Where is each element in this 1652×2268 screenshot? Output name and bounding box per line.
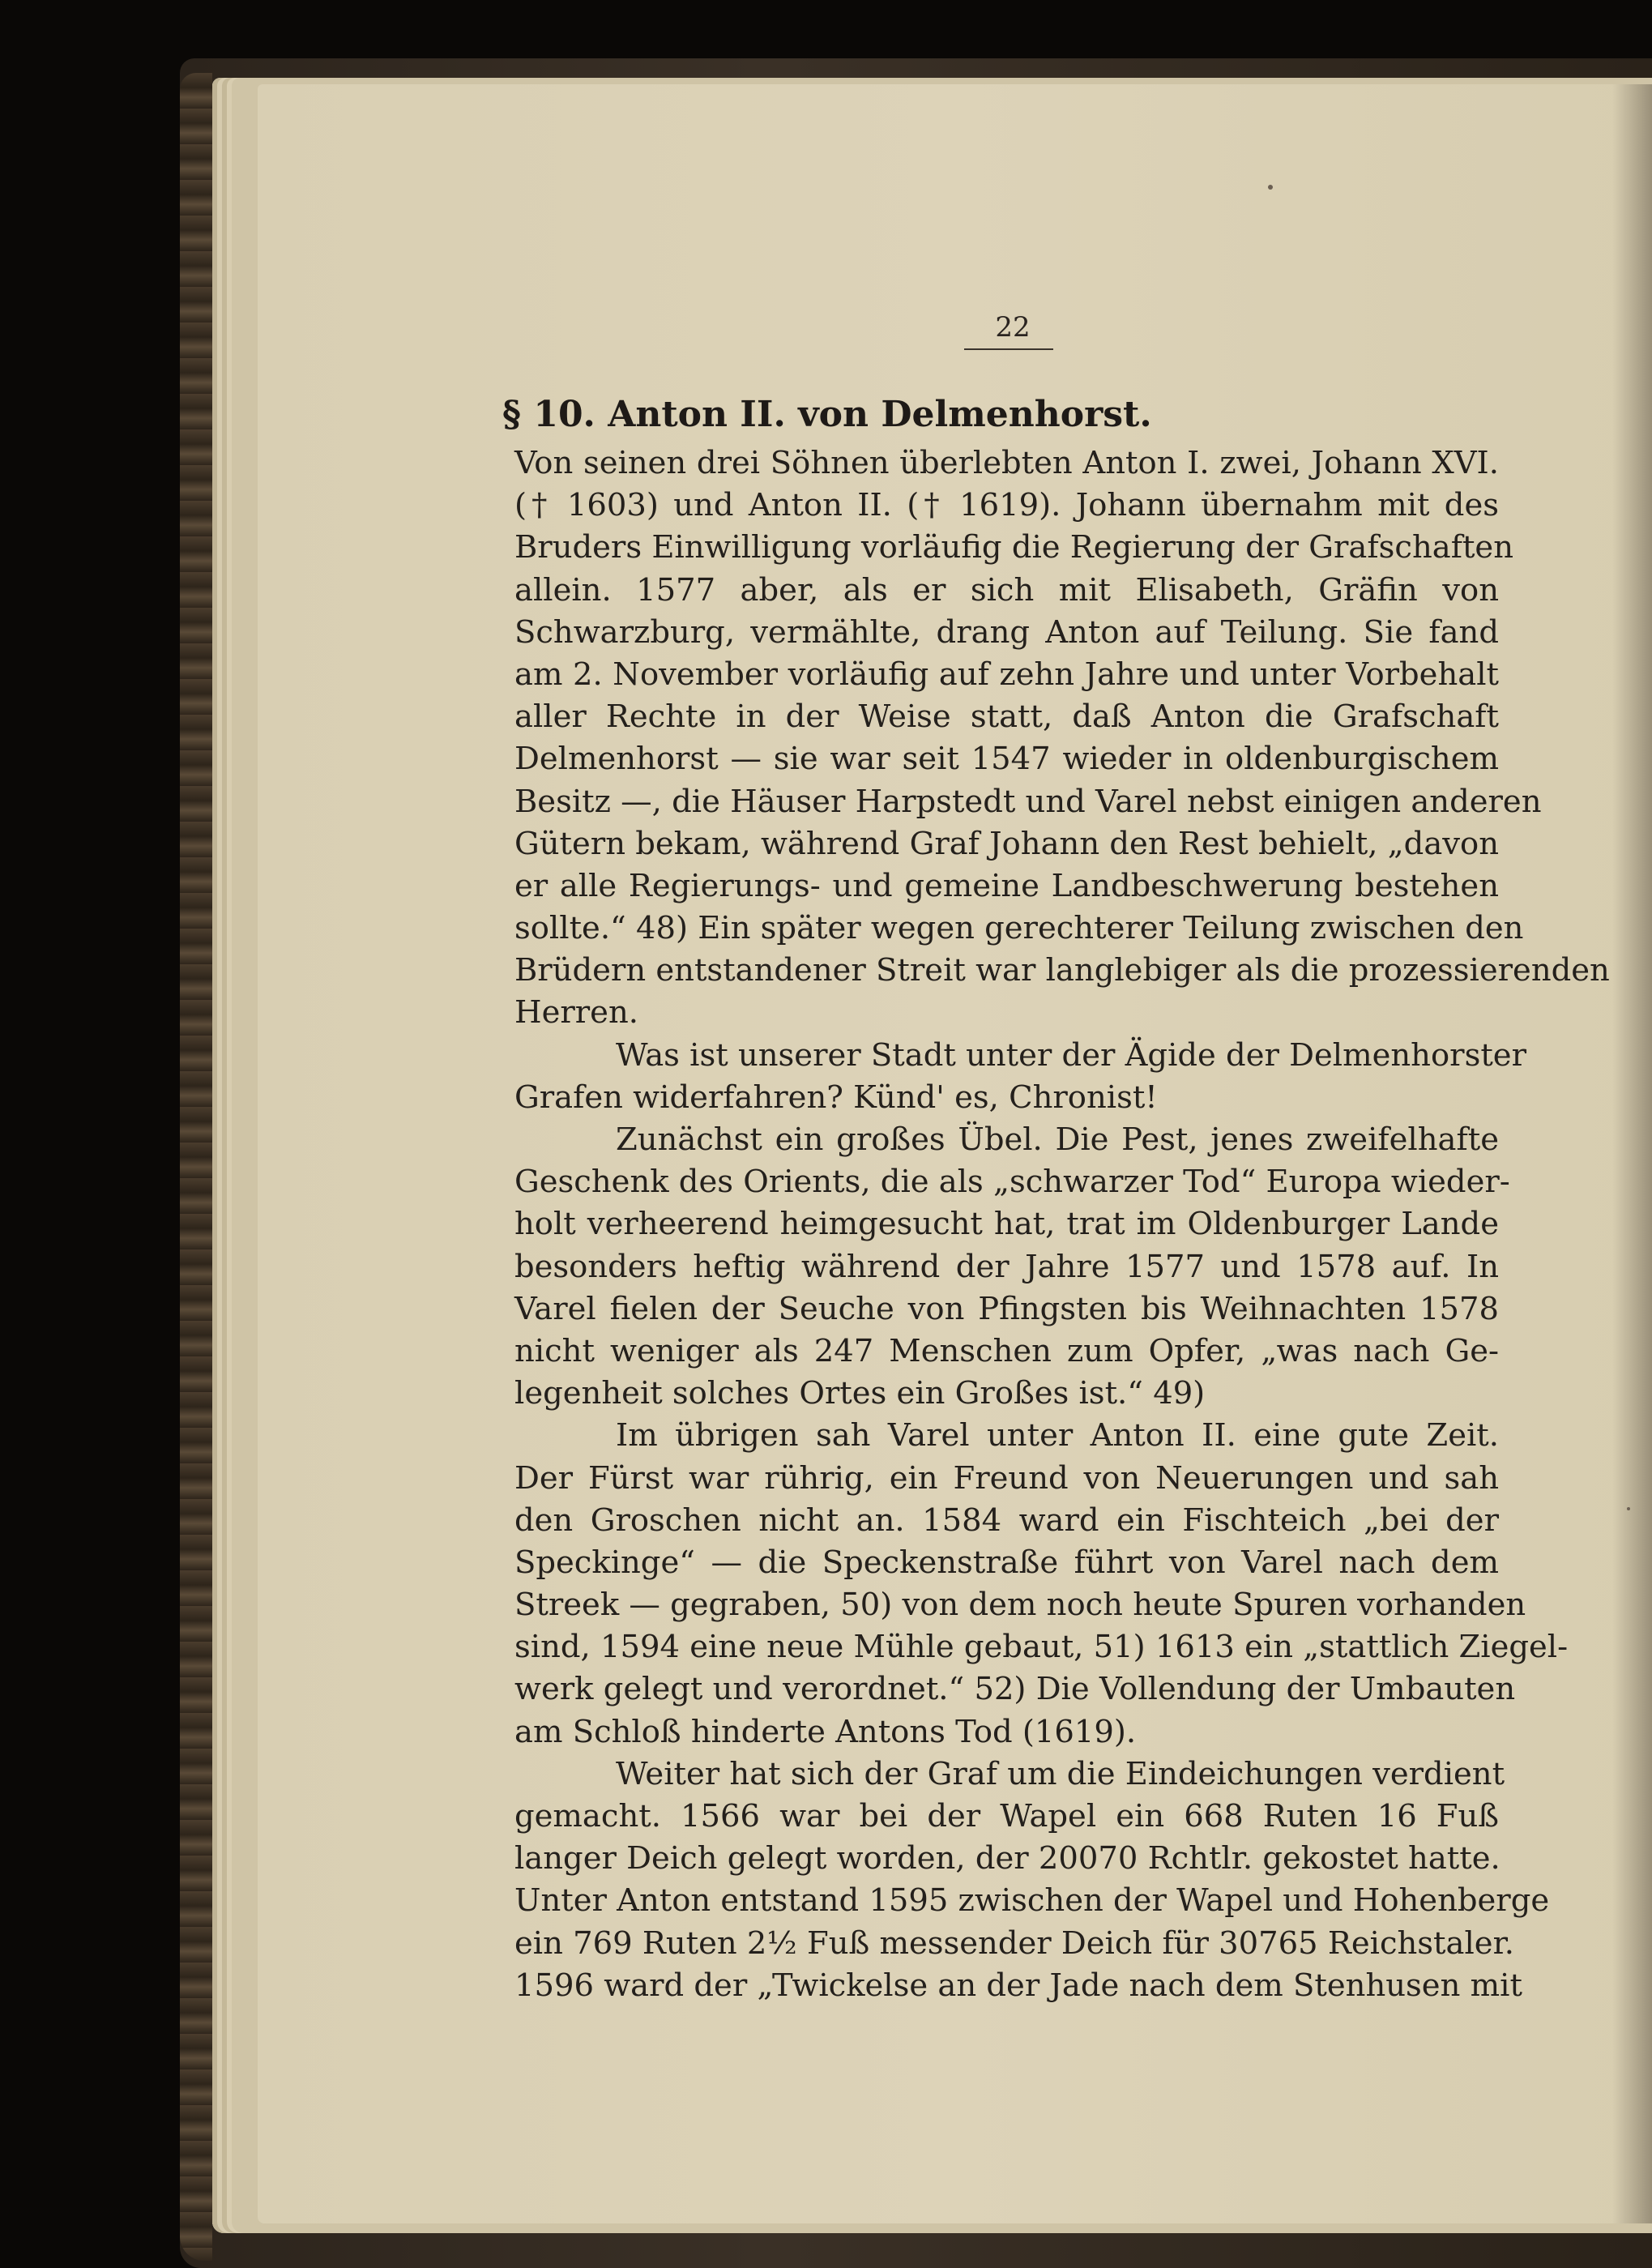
text-line: am 2. November vorläufig auf zehn Jahre und unter Vorbehalt	[514, 656, 1499, 693]
text-line: langer Deich gelegt worden, der 20070 Rchtlr. gekostet hatte.	[514, 1840, 1500, 1877]
gutter-shadow	[1612, 84, 1652, 2223]
text-line: Grafen widerfahren? Künd' es, Chronist!	[514, 1078, 1158, 1116]
text-line: holt verheerend heimgesucht hat, trat im Oldenburger Lande	[514, 1206, 1499, 1243]
text-line: Unter Anton entstand 1595 zwischen der Wapel und Hohenberge	[514, 1882, 1550, 1920]
paper-speck	[1627, 1507, 1630, 1510]
text-line: allein. 1577 aber, als er sich mit Elisabeth, Gräfin von	[514, 571, 1499, 609]
text-line: Weiter hat sich der Graf um die Eindeichungen verdient	[616, 1755, 1505, 1792]
text-line: Was ist unserer Stadt unter der Ägide der Delmenhorster	[616, 1036, 1526, 1074]
text-line: Der Fürst war rührig, ein Freund von Neuerungen und sah	[514, 1459, 1499, 1497]
text-line: Geschenk des Orients, die als „schwarzer Tod“ Europa wieder-	[514, 1164, 1510, 1201]
text-line: besonders heftig während der Jahre 1577 und 1578 auf. In	[514, 1248, 1499, 1285]
section-heading: § 10. Anton II. von Delmenhorst.	[502, 394, 1152, 435]
text-line: Brüdern entstandener Streit war langlebiger als die prozessierenden	[514, 952, 1610, 989]
text-line: Schwarzburg, vermählte, drang Anton auf Teilung. Sie fand	[514, 613, 1499, 651]
text-line: († 1603) und Anton II. († 1619). Johann übernahm mit des	[514, 487, 1499, 524]
text-line: Speckinge“ — die Speckenstraße führt von Varel nach dem	[514, 1544, 1499, 1581]
text-line: Varel fielen der Seuche von Pfingsten bis Weihnachten 1578	[514, 1290, 1499, 1327]
text-line: nicht weniger als 247 Menschen zum Opfer, „was nach Ge-	[514, 1332, 1499, 1369]
text-line: Besitz —, die Häuser Harpstedt und Varel nebst einigen anderen	[514, 783, 1542, 820]
text-line: sollte.“ 48) Ein später wegen gerechterer Teilung zwischen den	[514, 910, 1524, 947]
text-line: ein 769 Ruten 2½ Fuß messender Deich für 30765 Reichstaler.	[514, 1924, 1514, 1962]
text-line: am Schloß hinderte Antons Tod (1619).	[514, 1713, 1137, 1750]
page-number: 22	[995, 311, 1031, 344]
text-line: gemacht. 1566 war bei der Wapel ein 668 Ruten 16 Fuß	[514, 1798, 1499, 1834]
page-number-rule	[964, 348, 1053, 350]
text-line: Gütern bekam, während Graf Johann den Rest behielt, „davon	[514, 825, 1499, 862]
text-line: aller Rechte in der Weise statt, daß Anton die Grafschaft	[514, 698, 1499, 736]
body-text	[514, 442, 1610, 2007]
text-line: legenheit solches Ortes ein Großes ist.“ 49)	[514, 1375, 1206, 1412]
text-line: Herren.	[514, 994, 638, 1031]
text-line: Bruders Einwilligung vorläufig die Regierung der Grafschaften	[514, 529, 1513, 566]
text-line: Delmenhorst — sie war seit 1547 wieder in oldenburgischem	[514, 741, 1499, 778]
text-line: Von seinen drei Söhnen überlebten Anton I. zwei, Johann XVI.	[514, 445, 1499, 481]
text-line: Im übrigen sah Varel unter Anton II. eine gute Zeit.	[616, 1417, 1499, 1454]
book-spine-edge	[180, 73, 212, 2261]
text-line: Zunächst ein großes Übel. Die Pest, jenes zweifelhafte	[616, 1121, 1499, 1158]
text-line: den Groschen nicht an. 1584 ward ein Fischteich „bei der	[514, 1501, 1499, 1539]
text-line: Streek — gegraben, 50) von dem noch heute Spuren vorhanden	[514, 1587, 1526, 1624]
text-line: sind, 1594 eine neue Mühle gebaut, 51) 1613 ein „stattlich Ziegel-	[514, 1629, 1569, 1666]
paper-speck	[1268, 185, 1273, 190]
text-line: werk gelegt und verordnet.“ 52) Die Vollendung der Umbauten	[514, 1671, 1516, 1708]
text-line: 1596 ward der „Twickelse an der Jade nach dem Stenhusen mit	[514, 1967, 1522, 2004]
text-line: er alle Regierungs- und gemeine Landbeschwerung bestehen	[514, 867, 1499, 904]
